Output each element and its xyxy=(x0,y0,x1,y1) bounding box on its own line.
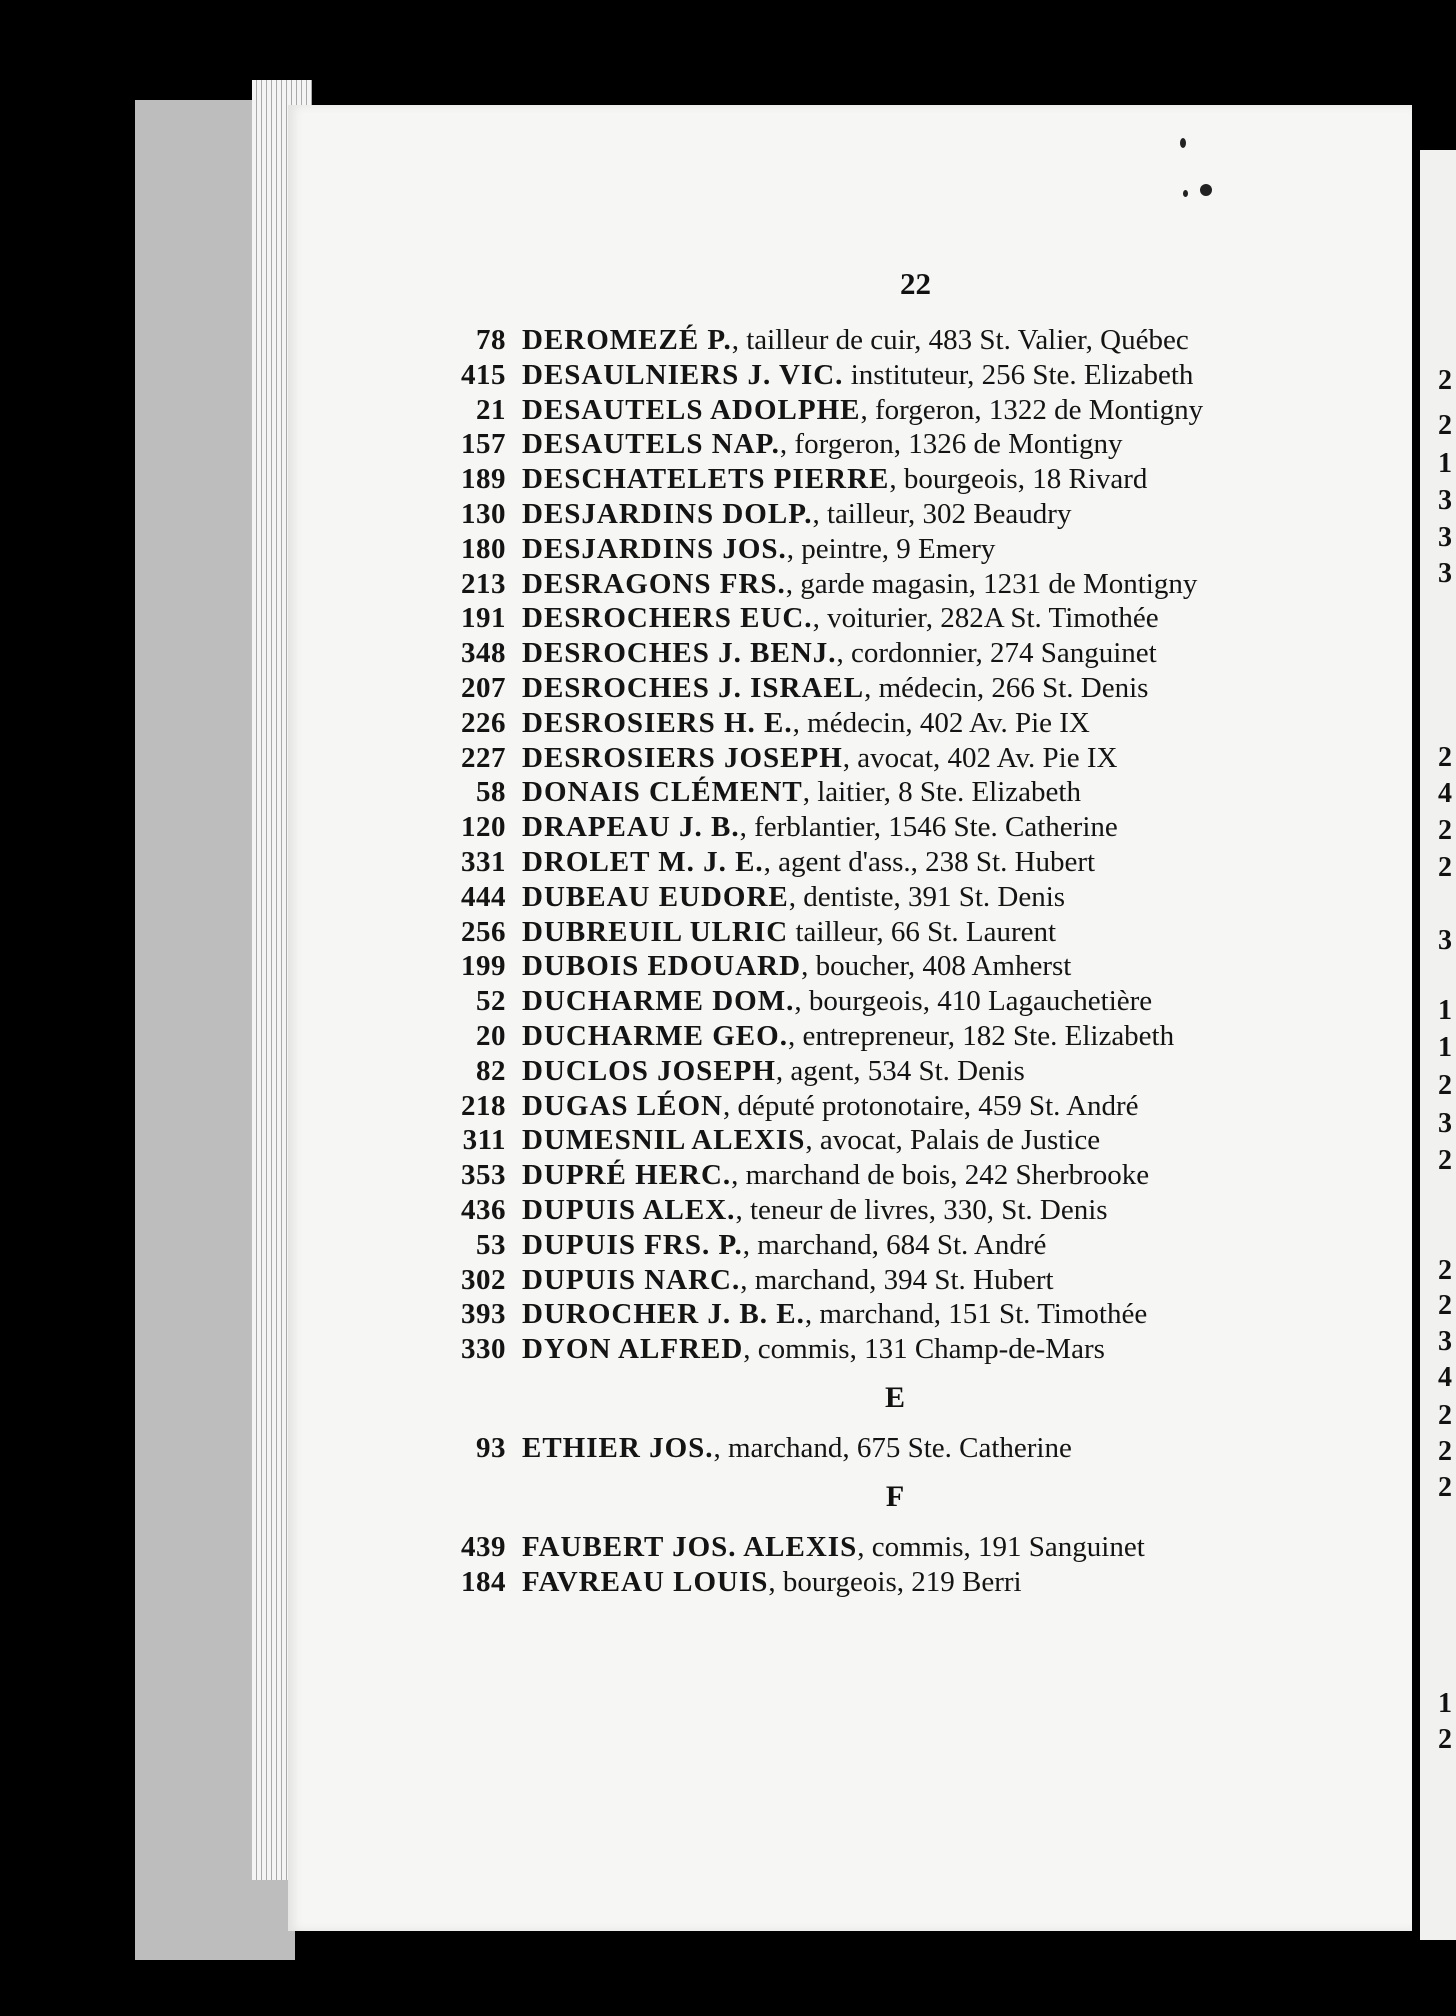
directory-listing xyxy=(420,322,1340,1598)
directory-entry xyxy=(420,670,1340,705)
next-page-fragment: 2 xyxy=(1438,365,1452,396)
directory-entry xyxy=(420,774,1340,809)
next-page-fragment: 1 xyxy=(1438,1032,1452,1063)
entry-name: DUCHARME DOM. xyxy=(522,985,795,1018)
next-page-fragment: 2 xyxy=(1438,1400,1452,1431)
entries-e-section xyxy=(420,1430,1340,1465)
entry-details: instituteur, 256 Ste. Elizabeth xyxy=(843,358,1194,391)
directory-entry xyxy=(420,461,1340,496)
entry-number: 436 xyxy=(461,1193,506,1226)
entry-name: DUPUIS NARC. xyxy=(522,1263,741,1296)
entry-details: , marchand, 675 Ste. Catherine xyxy=(713,1431,1072,1464)
entry-number: 157 xyxy=(461,428,506,461)
directory-entry xyxy=(420,635,1340,670)
entry-name: DESROSIERS JOSEPH xyxy=(522,741,843,774)
entry-number: 184 xyxy=(461,1565,506,1598)
directory-entry xyxy=(420,531,1340,566)
entry-name: DUROCHER J. B. E. xyxy=(522,1298,805,1331)
entry-name: FAUBERT JOS. ALEXIS xyxy=(522,1530,858,1563)
entry-number: 226 xyxy=(461,706,506,739)
entry-number: 207 xyxy=(461,671,506,704)
entry-name: DESRAGONS FRS. xyxy=(522,567,786,600)
entry-name: DESJARDINS JOS. xyxy=(522,532,787,565)
next-page-border xyxy=(1412,140,1420,1930)
entry-details: , forgeron, 1322 de Montigny xyxy=(860,393,1204,426)
entry-name: DUCHARME GEO. xyxy=(522,1019,788,1052)
directory-entry xyxy=(420,1331,1340,1366)
next-page-fragment: 2 xyxy=(1438,1724,1452,1755)
entry-name: DESAUTELS NAP. xyxy=(522,428,780,461)
next-page-fragment: 2 xyxy=(1438,1070,1452,1101)
next-page-fragment: 3 xyxy=(1438,522,1452,553)
directory-entry xyxy=(420,1157,1340,1192)
directory-entry xyxy=(420,983,1340,1018)
directory-entry xyxy=(420,566,1340,601)
entry-number: 199 xyxy=(461,950,506,983)
entry-number: 120 xyxy=(461,811,506,844)
entry-details: , député protonotaire, 459 St. André xyxy=(722,1089,1139,1122)
directory-entry xyxy=(420,809,1340,844)
entry-name: DESAULNIERS J. VIC. xyxy=(522,358,844,391)
entry-details: , forgeron, 1326 de Montigny xyxy=(779,428,1123,461)
entry-details: , agent d'ass., 238 St. Hubert xyxy=(763,845,1096,878)
entry-number: 21 xyxy=(476,393,506,426)
entry-name: DESROCHES J. BENJ. xyxy=(522,637,837,670)
next-page-fragment: 4 xyxy=(1438,1362,1452,1393)
entry-details: , peintre, 9 Emery xyxy=(786,532,996,565)
next-page-fragment: 2 xyxy=(1438,1145,1452,1176)
entry-name: DYON ALFRED xyxy=(522,1333,744,1366)
section-heading-e: E xyxy=(884,1380,905,1414)
directory-entry xyxy=(420,426,1340,461)
entry-number: 93 xyxy=(476,1431,506,1464)
entry-name: DONAIS CLÉMENT xyxy=(522,776,803,809)
entry-name: FAVREAU LOUIS xyxy=(522,1565,769,1598)
section-heading-f: F xyxy=(885,1479,905,1513)
entry-name: DUPUIS FRS. P. xyxy=(522,1228,743,1261)
entry-details: , cordonnier, 274 Sanguinet xyxy=(836,637,1157,670)
ink-speck xyxy=(1183,190,1188,197)
entry-details: , médecin, 402 Av. Pie IX xyxy=(792,706,1090,739)
entry-name: DUPRÉ HERC. xyxy=(522,1159,732,1192)
entry-name: ETHIER JOS. xyxy=(522,1431,714,1464)
directory-entry xyxy=(420,496,1340,531)
entry-details: tailleur, 66 St. Laurent xyxy=(788,915,1057,948)
entry-details: , marchand, 684 St. André xyxy=(742,1228,1047,1261)
entry-details: , avocat, 402 Av. Pie IX xyxy=(842,741,1118,774)
entry-name: DESCHATELETS PIERRE xyxy=(522,463,890,496)
page-number: 22 xyxy=(900,266,931,301)
entry-number: 330 xyxy=(461,1333,506,1366)
entry-name: DUMESNIL ALEXIS xyxy=(522,1124,806,1157)
directory-entry xyxy=(420,1529,1340,1564)
directory-entry xyxy=(420,1053,1340,1088)
entry-details: , tailleur de cuir, 483 St. Valier, Québec xyxy=(731,324,1189,356)
directory-entry xyxy=(420,1430,1340,1465)
entry-details: , entrepreneur, 182 Ste. Elizabeth xyxy=(787,1019,1175,1052)
entry-details: , tailleur, 302 Beaudry xyxy=(812,497,1072,530)
directory-entry xyxy=(420,844,1340,879)
entry-details: , avocat, Palais de Justice xyxy=(805,1124,1101,1157)
entry-details: , marchand, 394 St. Hubert xyxy=(740,1263,1054,1296)
next-page-fragment: 2 xyxy=(1438,742,1452,773)
entry-number: 227 xyxy=(461,741,506,774)
next-page-fragment: 3 xyxy=(1438,1108,1452,1139)
entry-name: DUBOIS EDOUARD xyxy=(522,950,802,983)
next-page-fragment: 2 xyxy=(1438,410,1452,441)
directory-entry xyxy=(420,322,1340,357)
directory-entry xyxy=(420,879,1340,914)
entry-number: 348 xyxy=(461,637,506,670)
entry-number: 444 xyxy=(461,880,506,913)
directory-entry xyxy=(420,705,1340,740)
entry-name: DUBEAU EUDORE xyxy=(522,880,789,913)
directory-entry xyxy=(420,1296,1340,1331)
entry-details: , voiturier, 282A St. Timothée xyxy=(812,602,1159,635)
entry-name: DUGAS LÉON xyxy=(522,1089,723,1122)
entry-number: 393 xyxy=(461,1298,506,1331)
next-page-fragment: 2 xyxy=(1438,1255,1452,1286)
next-page-fragment: 1 xyxy=(1438,1688,1452,1719)
entry-details: , bourgeois, 410 Lagauchetière xyxy=(794,985,1153,1018)
directory-entry xyxy=(420,357,1340,392)
entry-number: 331 xyxy=(461,845,506,878)
directory-entry xyxy=(420,392,1340,427)
directory-entry xyxy=(420,948,1340,983)
entry-name: DUCLOS JOSEPH xyxy=(522,1054,776,1087)
entry-number: 20 xyxy=(476,1019,506,1052)
entries-f-section xyxy=(420,1529,1340,1599)
entry-number: 180 xyxy=(461,532,506,565)
entry-number: 191 xyxy=(461,602,506,635)
entry-number: 439 xyxy=(461,1530,506,1563)
entry-number: 415 xyxy=(461,358,506,391)
entry-number: 53 xyxy=(476,1228,506,1261)
next-page-fragment: 3 xyxy=(1438,558,1452,589)
next-page-fragment: 2 xyxy=(1438,1472,1452,1503)
entry-details: , bourgeois, 18 Rivard xyxy=(889,463,1148,496)
entry-details: , marchand de bois, 242 Sherbrooke xyxy=(731,1159,1150,1192)
entry-details: , commis, 191 Sanguinet xyxy=(857,1530,1145,1563)
entry-name: DESAUTELS ADOLPHE xyxy=(522,393,861,426)
entry-details: , boucher, 408 Amherst xyxy=(801,950,1072,983)
entries-d-section xyxy=(420,322,1340,1366)
entry-number: 353 xyxy=(461,1159,506,1192)
next-page-fragment: 3 xyxy=(1438,925,1452,956)
directory-entry xyxy=(420,600,1340,635)
entry-details: , laitier, 8 Ste. Elizabeth xyxy=(802,776,1081,809)
next-page-fragment: 2 xyxy=(1438,1436,1452,1467)
entry-name: DESROSIERS H. E. xyxy=(522,706,793,739)
entry-details: , dentiste, 391 St. Denis xyxy=(788,880,1066,913)
next-page-fragment: 2 xyxy=(1438,852,1452,883)
entry-number: 52 xyxy=(476,985,506,1018)
entry-name: DUBREUIL ULRIC xyxy=(522,915,789,948)
entry-name: DROLET M. J. E. xyxy=(522,845,764,878)
next-page-fragment: 3 xyxy=(1438,485,1452,516)
entry-number: 302 xyxy=(461,1263,506,1296)
directory-entry xyxy=(420,1122,1340,1157)
next-page-fragment: 4 xyxy=(1438,778,1452,809)
next-page-fragment: 2 xyxy=(1438,815,1452,846)
directory-entry xyxy=(420,1564,1340,1599)
entry-name: DEROMEZÉ P. xyxy=(522,324,732,356)
entry-details: , ferblantier, 1546 Ste. Catherine xyxy=(739,811,1118,844)
entry-name: DRAPEAU J. B. xyxy=(522,811,740,844)
directory-entry xyxy=(420,914,1340,949)
directory-entry xyxy=(420,1227,1340,1262)
entry-details: , agent, 534 St. Denis xyxy=(775,1054,1025,1087)
entry-details: , bourgeois, 219 Berri xyxy=(768,1565,1022,1598)
entry-number: 218 xyxy=(461,1089,506,1122)
entry-name: DESJARDINS DOLP. xyxy=(522,497,813,530)
entry-details: , garde magasin, 1231 de Montigny xyxy=(785,567,1198,600)
entry-number: 213 xyxy=(461,567,506,600)
entry-name: DUPUIS ALEX. xyxy=(522,1193,736,1226)
entry-number: 311 xyxy=(462,1124,506,1157)
next-page-fragment: 1 xyxy=(1438,448,1452,479)
entry-details: , commis, 131 Champ-de-Mars xyxy=(743,1333,1105,1366)
entry-number: 256 xyxy=(461,915,506,948)
next-page-fragment: 1 xyxy=(1438,995,1452,1026)
entry-details: , médecin, 266 St. Denis xyxy=(864,671,1149,704)
entry-details: , teneur de livres, 330, St. Denis xyxy=(735,1193,1108,1226)
directory-entry xyxy=(420,1262,1340,1297)
ink-speck xyxy=(1180,138,1186,148)
entry-number: 78 xyxy=(476,324,506,356)
entry-name: DESROCHERS EUC. xyxy=(522,602,813,635)
directory-entry xyxy=(420,1088,1340,1123)
next-page-fragment: 3 xyxy=(1438,1326,1452,1357)
next-page-fragment: 2 xyxy=(1438,1290,1452,1321)
entry-number: 82 xyxy=(476,1054,506,1087)
entry-number: 58 xyxy=(476,776,506,809)
entry-number: 189 xyxy=(461,463,506,496)
ink-speck xyxy=(1200,184,1212,196)
entry-details: , marchand, 151 St. Timothée xyxy=(804,1298,1148,1331)
directory-entry xyxy=(420,740,1340,775)
entry-number: 130 xyxy=(461,497,506,530)
entry-name: DESROCHES J. ISRAEL xyxy=(522,671,865,704)
directory-entry xyxy=(420,1018,1340,1053)
directory-entry xyxy=(420,1192,1340,1227)
